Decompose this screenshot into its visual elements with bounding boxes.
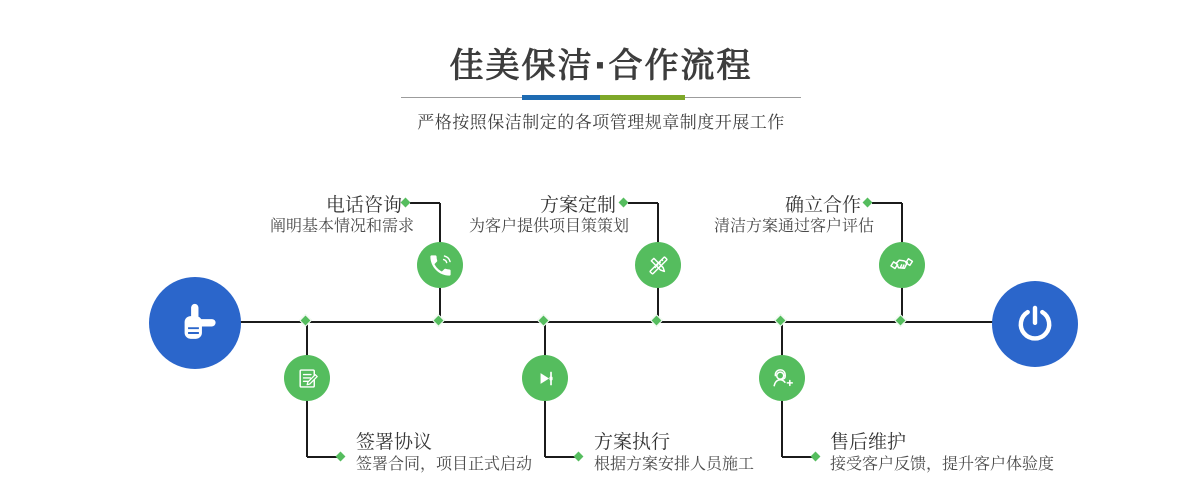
label-diamond: [811, 452, 821, 462]
step-desc: 根据方案安排人员施工: [594, 454, 755, 473]
timeline-node-diamond: [432, 314, 445, 327]
phone-icon: [427, 252, 454, 279]
end-node: [992, 281, 1078, 367]
step-title: 售后维护: [830, 431, 907, 453]
step-desc: 为客户提供项目策策划: [468, 216, 629, 235]
divider-green-segment: [600, 95, 685, 100]
timeline-node-diamond: [299, 314, 312, 327]
pencil-ruler-icon: [645, 252, 672, 279]
label-diamond: [863, 198, 873, 208]
step-desc: 阐明基本情况和需求: [269, 216, 414, 235]
step-desc: 签署合同，项目正式启动: [356, 454, 533, 473]
timeline-line: [240, 321, 994, 323]
step-node-aftersales: [759, 355, 805, 401]
start-node: [149, 277, 241, 369]
divider-blue-segment: [522, 95, 600, 100]
step-title: 签署协议: [356, 431, 433, 453]
page-subtitle: 严格按照保洁制定的各项管理规章制度开展工作: [417, 113, 785, 133]
step-title: 电话咨询: [325, 194, 402, 216]
connector-elbow: [307, 456, 337, 458]
connector-elbow: [872, 202, 902, 204]
connector-elbow: [545, 456, 575, 458]
label-diamond: [401, 198, 411, 208]
handshake-icon: [888, 251, 916, 279]
step-title: 确立合作: [784, 194, 861, 216]
step-node-phone: [417, 242, 463, 288]
step-desc: 清洁方案通过客户评估: [713, 216, 874, 235]
step-title: 方案执行: [594, 431, 671, 453]
label-diamond: [336, 452, 346, 462]
step-desc: 接受客户反馈，提升客户体验度: [830, 454, 1055, 473]
title-divider: [401, 95, 801, 100]
label-diamond: [619, 198, 629, 208]
connector-elbow: [782, 456, 812, 458]
label-diamond: [574, 452, 584, 462]
play-execute-icon: [532, 365, 559, 392]
step-node-handshake: [879, 242, 925, 288]
pointing-hand-icon: [169, 297, 221, 349]
step-title: 方案定制: [539, 194, 616, 216]
timeline-node-diamond: [894, 314, 907, 327]
timeline-node-diamond: [650, 314, 663, 327]
step-node-execute: [522, 355, 568, 401]
headset-person-icon: [768, 364, 796, 392]
connector-elbow: [628, 202, 658, 204]
connector-elbow: [410, 202, 440, 204]
contract-pen-icon: [294, 365, 321, 392]
page-title: 佳美保洁·合作流程: [449, 46, 753, 86]
timeline-node-diamond: [774, 314, 787, 327]
power-icon: [1012, 301, 1058, 347]
step-node-design: [635, 242, 681, 288]
step-node-contract: [284, 355, 330, 401]
timeline-node-diamond: [537, 314, 550, 327]
